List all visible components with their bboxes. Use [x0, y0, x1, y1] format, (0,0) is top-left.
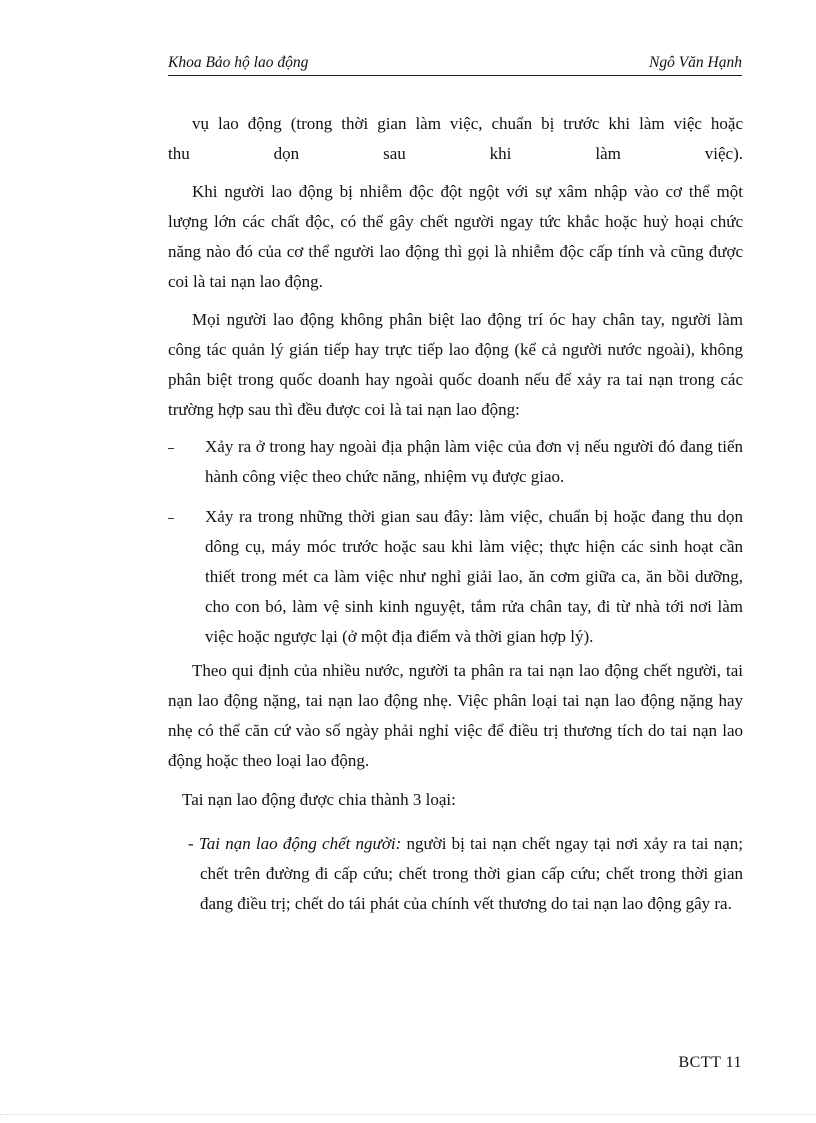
list-hyphen: - [188, 834, 199, 853]
list-item-fatal-accident [188, 829, 743, 919]
list-item: Xảy ra trong những thời gian sau đây: làm việc, chuẩn bị hoặc đang thu dọn dông cụ, máy móc trước hoặc sau khi làm việc; thực hiện các sinh hoạt cần thiết trong mét ca làm việc như nghỉ giải lao, ăn cơm giữa ca, ăn bồi dưỡng, cho con bó, làm vệ sinh kinh nguyệt, tắm rửa chân tay, đi từ nhà tới nơi làm việc hoặc ngược lại (ở một địa điểm và thời gian hợp lý). [168, 502, 743, 652]
header-department: Khoa Bảo hộ lao động [168, 54, 309, 71]
paragraph-continuation [168, 109, 743, 169]
paragraph-three-types: Tai nạn lao động được chia thành 3 loại: [182, 790, 456, 809]
paragraph-all-workers: Mọi người lao động không phân biệt lao động trí óc hay chân tay, người làm công tác quản lý gián tiếp hay trực tiếp lao động (kể cả người nước ngoài), không phân biệt trong quốc doanh hay ngoài quốc doanh nếu để xảy ra tai nạn trong các trường hợp sau thì đều được coi là tai nạn lao động: [168, 310, 743, 419]
list-item: Xảy ra ở trong hay ngoài địa phận làm việc của đơn vị nếu người đó đang tiến hành công việc theo chức năng, nhiệm vụ được giao. [168, 432, 743, 492]
paragraph-classification: Theo qui định của nhiều nước, người ta phân ra tai nạn lao động chết người, tai nạn lao động nặng, tai nạn lao động nhẹ. Việc phân loại tai nạn lao động nặng hay nhẹ có thể căn cứ vào số ngày phải nghỉ việc để điều trị thương tích do tai nạn lao động hoặc theo loại lao động. [168, 661, 743, 770]
header-author: Ngô Văn Hạnh [649, 54, 742, 71]
bullet-dash-icon [168, 434, 176, 454]
bullet-dash-icon [168, 504, 176, 524]
page-number: BCTT 11 [678, 1054, 742, 1071]
paragraph-acute-poisoning: Khi người lao động bị nhiễm độc đột ngột với sự xâm nhập vào cơ thể một lượng lớn các chất độc, có thể gây chết người ngay tức khắc hoặc huỷ hoại chức năng nào đó của cơ thể người lao động thì gọi là nhiễm độc cấp tính và cũng được coi là tai nạn lao động. [168, 182, 743, 291]
paragraph-line: thu dọn sau khi làm việc). [168, 144, 743, 163]
header-rule [168, 75, 742, 76]
term-fatal-accident: Tai nạn lao động chết người: [198, 834, 402, 853]
term-definition: người bị tai nạn chết ngay tại nơi xảy ra tai nạn; chết trên đường đi cấp cứu; chết trong thời gian cấp cứu; chết trong thời gian đang điều trị; chết do tái phát của chính vết thương do tai nạn lao động gây ra. [200, 834, 743, 913]
page-header [168, 52, 742, 74]
page-bottom-rule [0, 1114, 816, 1115]
paragraph-line: vụ lao động (trong thời gian làm việc, chuẩn bị trước khi làm việc hoặc [192, 114, 743, 133]
